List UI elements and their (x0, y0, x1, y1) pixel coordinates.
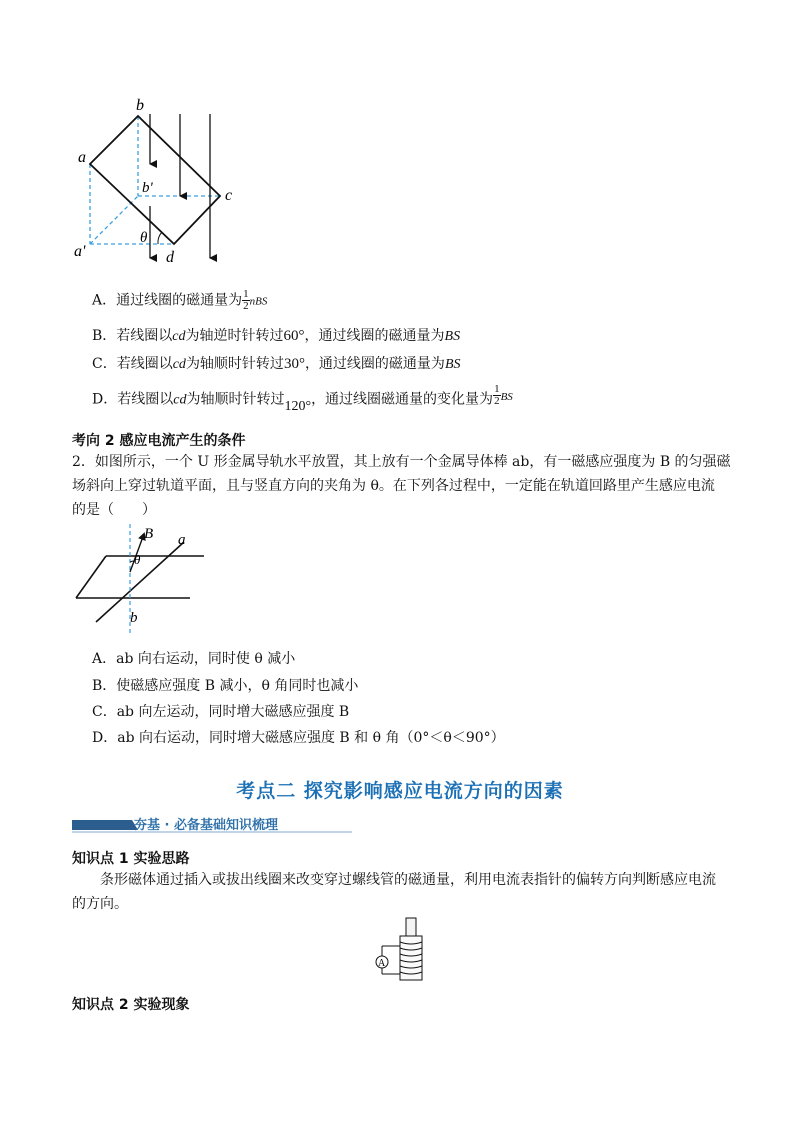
direction-2-heading: 考向 2 感应电流产生的条件 (72, 433, 246, 449)
rail-figure (66, 522, 216, 640)
knowledge-2-heading: 知识点 2 实验现象 (72, 997, 190, 1013)
vertex-label-a: a (78, 149, 86, 166)
vertex-label-a-prime: a' (74, 243, 86, 260)
coil-flux-figure (70, 96, 250, 276)
field-label-B: B (144, 526, 154, 542)
q1-option-b: B．若线圈以cd为轴逆时针转过60°，通过线圈的磁通量为BS (92, 328, 461, 344)
q2-option-d: D．ab 向右运动，同时增大磁感应强度 B 和 θ 角（0°＜θ＜90°） (92, 730, 505, 746)
vertex-label-b: b (136, 97, 144, 114)
rail-end (76, 556, 106, 598)
q2-option-a: A．ab 向右运动，同时使 θ 减小 (92, 651, 296, 667)
end-label-a: a (178, 532, 186, 548)
knowledge-1-heading: 知识点 1 实验思路 (72, 851, 190, 867)
q2-option-b: B．使磁感应强度 B 减小，θ 角同时也减小 (92, 678, 359, 694)
coil-loop (90, 116, 220, 244)
knowledge-banner (72, 812, 352, 836)
knowledge-1-text: 条形磁体通过插入或拔出线圈来改变穿过螺线管的磁通量，利用电流表指针的偏转方向判断感应电流 的方向。 (72, 872, 716, 912)
angle-label-theta: θ (134, 552, 141, 567)
q2-option-c: C．ab 向左运动，同时增大磁感应强度 B (92, 704, 350, 720)
end-label-b: b (130, 610, 138, 626)
q1-option-d: D．若线圈以cd为轴顺时针转过120°，通过线圈磁通量的变化量为 $\frac{1}{2}$ $^{BS}$ (92, 383, 513, 414)
vertex-label-d: d (166, 249, 174, 266)
angle-arc (158, 232, 162, 244)
angle-label-theta: θ (140, 230, 148, 246)
vertex-label-c: c (225, 187, 233, 204)
q2-stem: 2．如图所示，一个 U 形金属导轨水平放置，其上放有一个金属导体棒 ab，有一磁感应强度为 B 的匀强磁 场斜向上穿过轨道平面，且与竖直方向的夹角为 θ。在下列各过程中，一定能在轨道回路里产生感应电流 的是（ ） (72, 454, 731, 518)
ammeter-label: A (378, 958, 386, 969)
q1-option-c: C．若线圈以cd为轴顺时针转过30°，通过线圈的磁通量为BS (92, 356, 461, 372)
banner-label: 夯基 · 必备基础知识梳理 (134, 818, 278, 833)
q1-option-a: A．通过线圈的磁通量为 $\frac{1}{2}$ nBS (92, 288, 268, 312)
section-title: 考点二 探究影响感应电流方向的因素 (236, 780, 564, 802)
solenoid-figure (368, 914, 448, 984)
vertex-label-b-prime: b' (142, 180, 153, 196)
fraction: $\frac{1}{2}$ (243, 288, 249, 312)
